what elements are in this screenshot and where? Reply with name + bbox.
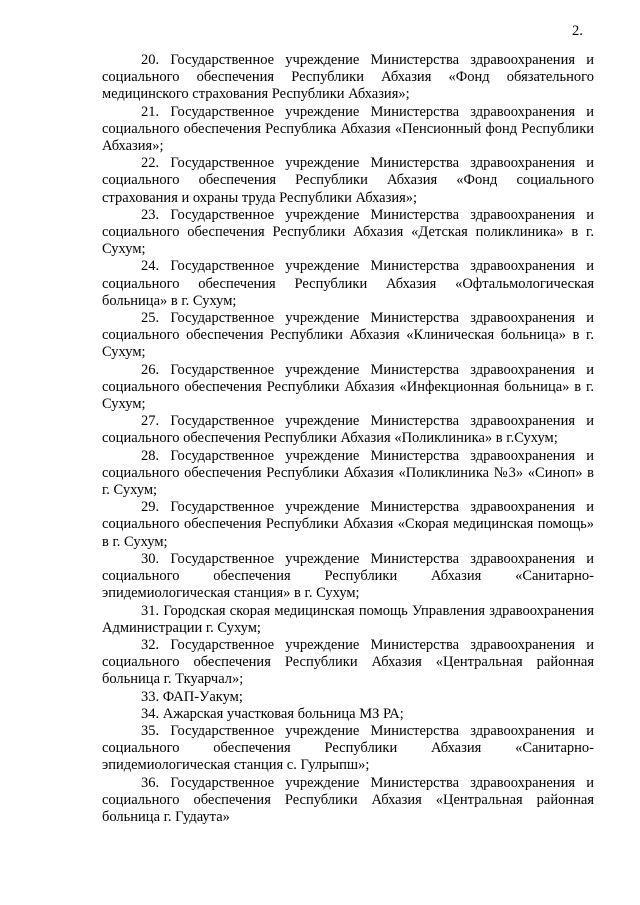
list-item: 25. Государственное учреждение Министерства здравоохранения и социального обеспечения Республики Абхазия «Клиническая больница» в г. Сухум; xyxy=(102,310,594,361)
list-item: 27. Государственное учреждение Министерства здравоохранения и социального обеспечения Республики Абхазия «Поликлиника» в г.Сухум; xyxy=(102,413,594,447)
list-item: 36. Государственное учреждение Министерства здравоохранения и социального обеспечения Республики Абхазия «Центральная районная больница г. Гудаута» xyxy=(102,774,594,825)
list-item: 24. Государственное учреждение Министерства здравоохранения и социального обеспечения Республики Абхазия «Офтальмологическая больница» в г. Сухум; xyxy=(102,258,594,309)
page-number: 2. xyxy=(572,23,583,39)
list-item: 21. Государственное учреждение Министерства здравоохранения и социального обеспечения Республика Абхазия «Пенсионный фонд Республики Абхазия»; xyxy=(102,103,594,155)
list-item: 33. ФАП-Уакум; xyxy=(141,688,243,705)
list-item: 20. Государственное учреждение Министерства здравоохранения и социального обеспечения Республики Абхазия «Фонд обязательного медицинского страхования Республики Абхазия»; xyxy=(102,52,594,103)
document-body xyxy=(102,52,594,826)
list-item: 30. Государственное учреждение Министерства здравоохранения и социального обеспечения Республики Абхазия «Санитарно-эпидемиологическая станция» в г. Сухум; xyxy=(102,550,594,602)
list-item: 31. Городская скорая медицинская помощь Управления здравоохранения Администрации г. Сухум; xyxy=(102,602,594,636)
list-item: 35. Государственное учреждение Министерства здравоохранения и социального обеспечения Республики Абхазия «Санитарно-эпидемиологическая станция с. Гулрыпш»; xyxy=(102,722,594,774)
list-item: 28. Государственное учреждение Министерства здравоохранения и социального обеспечения Республики Абхазия «Поликлиника №3» «Синоп» в г. Сухум; xyxy=(102,447,594,499)
list-item: 23. Государственное учреждение Министерства здравоохранения и социального обеспечения Республики Абхазия «Детская поликлиника» в г. Сухум; xyxy=(102,206,594,258)
list-item: 26. Государственное учреждение Министерства здравоохранения и социального обеспечения Республики Абхазия «Инфекционная больница» в г. Сухум; xyxy=(102,361,594,413)
list-item: 32. Государственное учреждение Министерства здравоохранения и социального обеспечения Республики Абхазия «Центральная районная больница г. Ткуарчал»; xyxy=(102,636,594,688)
list-item: 29. Государственное учреждение Министерства здравоохранения и социального обеспечения Республики Абхазия «Скорая медицинская помощь» в г. Сухум; xyxy=(102,499,594,550)
list-item: 34. Ажарская участковая больница МЗ РА; xyxy=(141,705,404,722)
list-item: 22. Государственное учреждение Министерства здравоохранения и социального обеспечения Республики Абхазия «Фонд социального страхования и охраны труда Республики Абхазия»; xyxy=(102,155,594,206)
